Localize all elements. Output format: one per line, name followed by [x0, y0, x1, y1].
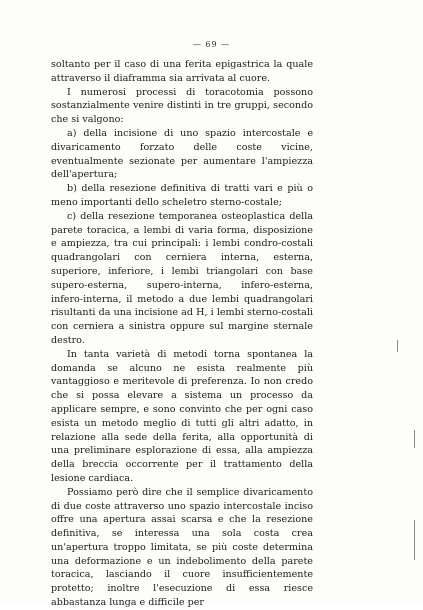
margin-mark [397, 340, 398, 352]
paragraph: a) della incisione di uno spazio intercostale e divaricamento forzato delle coste vicine, eventualmente sezionate per aumentare l'ampiezza dell'apertura; [51, 127, 313, 181]
margin-mark [414, 520, 415, 560]
paragraph: I numerosi processi di toracotomia possono sostanzialmente venire distinti in tre gruppi, secondo che si valgono: [51, 86, 313, 126]
paragraph: Possiamo però dire che il semplice divaricamento di due coste attraverso uno spazio intercostale inciso offre una apertura assai scarsa e che la resezione definitiva, se interessa una sola costa crea un'apertura troppo limitata, se più coste determina una deformazione e un indebolimento della parete toracica, lasciando il cuore insufficientemente protetto; inoltre l'esecuzione di essa riesce abbastanza lunga e difficile per [51, 486, 313, 609]
body-text [51, 58, 313, 610]
paragraph: In tanta varietà di metodi torna spontanea la domanda se alcuno ne esista realmente più vantaggioso e meritevole di preferenza. Io non credo che si possa elevare a sistema un processo da applicare sempre, e sono convinto che per ogni caso esista un metodo meglio di tutti gli altri adatto, in relazione alla sede della ferita, alla opportunità di una preliminare esplorazione di essa, alla ampiezza della breccia occorrente per il trattamento della lesione cardiaca. [51, 348, 313, 484]
paragraph: b) della resezione definitiva di tratti vari e più o meno importanti dello scheletro sterno-costale; [51, 183, 313, 208]
page-number: — 69 — [192, 40, 231, 49]
margin-mark [414, 430, 415, 448]
paragraph: soltanto per il caso di una ferita epigastrica la quale attraverso il diaframma sia arrivata al cuore. [51, 59, 313, 84]
paragraph: c) della resezione temporanea osteoplastica della parete toracica, a lembi di varia forma, disposizione e ampiezza, tra cui principali: i lembi condro-costali quadrangolari con cerniera interna, esterna, superiore, inferiore, i lembi triangolari con base supero-esterna, supero-interna, infero-esterna, infero-interna, il metodo a due lembi quadrangolari risultanti da una incisione ad H, i lembi sterno-costali con cerniera a sinistra oppure sul margine sternale destro. [51, 210, 313, 346]
